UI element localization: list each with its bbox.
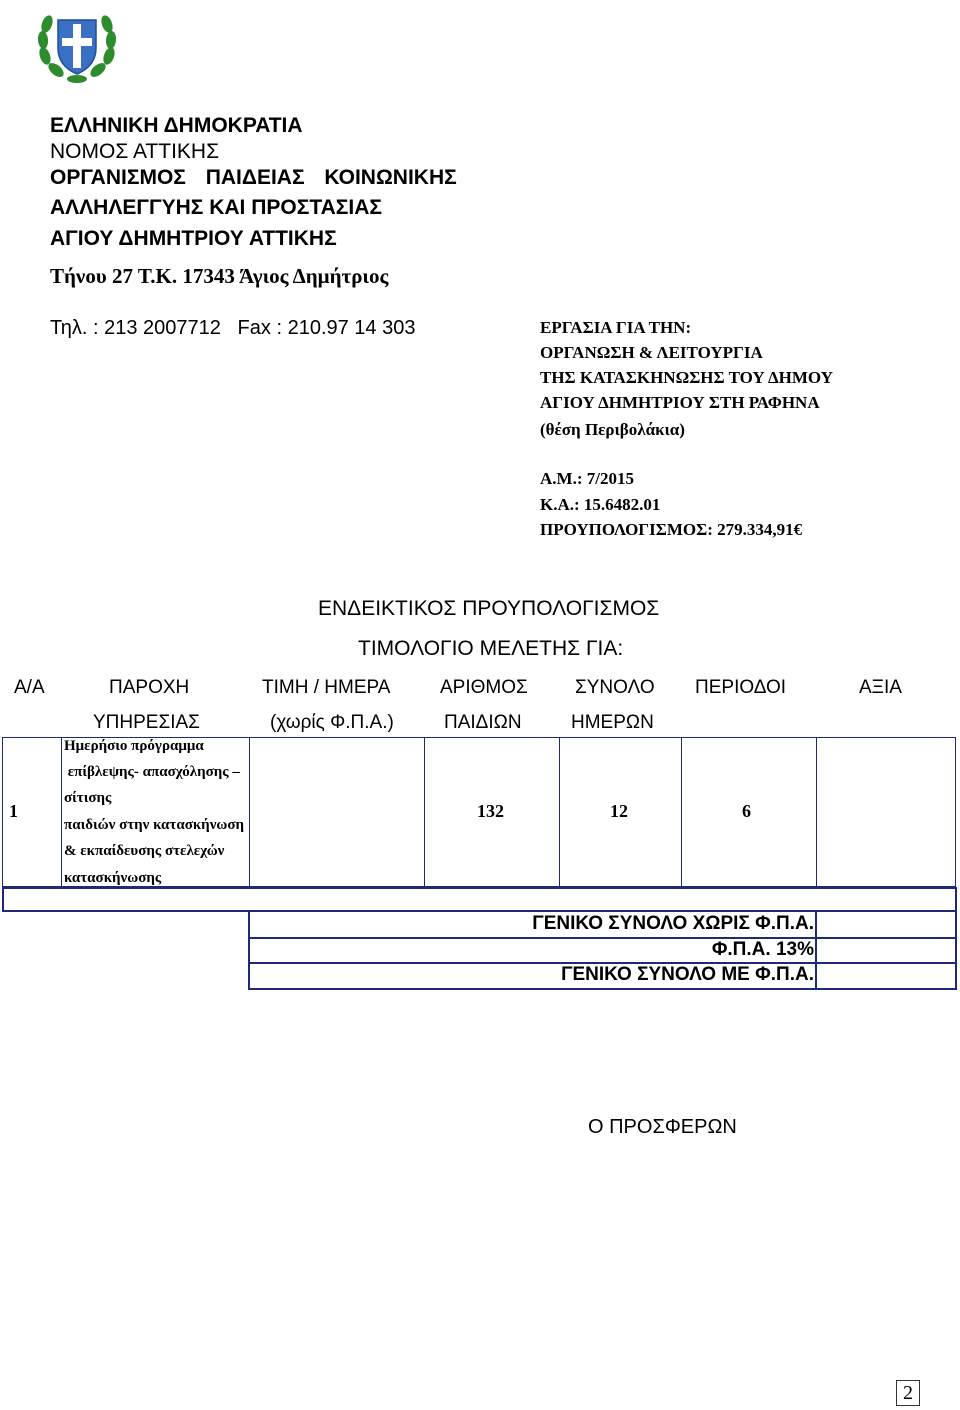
- col-header-price-2: (χωρίς Φ.Π.Α.): [270, 712, 394, 733]
- work-description-line3: ΑΓΙΟΥ ΔΗΜΗΤΡΙΟΥ ΣΤΗ ΡΑΦΗΝΑ: [540, 393, 820, 412]
- col-header-value: ΑΞΙΑ: [859, 677, 902, 698]
- budget-code: Κ.Α.: 15.6482.01: [540, 495, 661, 514]
- children-count: 132: [477, 801, 504, 821]
- totals-divider: [815, 910, 817, 990]
- proposer-signature-label: Ο ΠΡΟΣΦΕΡΩΝ: [588, 1116, 737, 1138]
- totals-left-border: [248, 910, 250, 990]
- work-description-line2: ΤΗΣ ΚΑΤΑΣΚΗΝΩΣΗΣ ΤΟΥ ΔΗΜΟΥ: [540, 368, 833, 387]
- total-without-vat-label: ΓΕΝΙΚΟ ΣΥΝΟΛΟ ΧΩΡΙΣ Φ.Π.Α.: [532, 913, 814, 934]
- cell-value: [817, 738, 956, 887]
- col-header-service-2: ΥΠΗΡΕΣΙΑΣ: [93, 712, 200, 733]
- header-organization-line3: ΑΓΙΟΥ ΔΗΜΗΤΡΙΟΥ ΑΤΤΙΚΗΣ: [50, 227, 337, 250]
- work-location: (θέση Περιβολάκια): [540, 420, 685, 439]
- cell-service: [62, 738, 250, 887]
- col-header-periods: ΠΕΡΙΟΔΟΙ: [695, 677, 787, 698]
- cell-price: [250, 738, 425, 887]
- total-with-vat-label: ΓΕΝΙΚΟ ΣΥΝΟΛΟ ΜΕ Φ.Π.Α.: [561, 964, 814, 985]
- service-line: σίτισης: [64, 790, 112, 806]
- col-header-children-2: ΠΑΙΔΙΩΝ: [444, 712, 522, 733]
- header-prefecture: ΝΟΜΟΣ ΑΤΤΙΚΗΣ: [50, 140, 220, 163]
- col-header-days-2: ΗΜΕΡΩΝ: [571, 712, 654, 733]
- spacer-row-top-border: [2, 887, 956, 889]
- header-address: Τήνου 27 Τ.Κ. 17343 Άγιος Δημήτριος: [50, 264, 389, 288]
- totals-row-separator: [248, 937, 956, 939]
- header-phone-fax: Τηλ. : 213 2007712 Fax : 210.97 14 303: [50, 317, 416, 339]
- study-number: Α.Μ.: 7/2015: [540, 469, 634, 488]
- service-line: κατασκήνωσης: [64, 870, 162, 886]
- page-title: ΕΝΔΕΙΚΤΙΚΟΣ ΠΡΟΥΠΟΛΟΓΙΣΜΟΣ: [318, 597, 660, 620]
- page-subtitle: ΤΙΜΟΛΟΓΙΟ ΜΕΛΕΤΗΣ ΓΙΑ:: [358, 637, 624, 660]
- col-header-days-1: ΣΥΝΟΛΟ: [575, 677, 655, 698]
- col-header-service-1: ΠΑΡΟΧΗ: [109, 677, 190, 698]
- row-number: 1: [9, 801, 18, 821]
- page-number: 2: [896, 1380, 920, 1406]
- days-count: 12: [610, 801, 628, 821]
- header-country: ΕΛΛΗΝΙΚΗ ΔΗΜΟΚΡΑΤΙΑ: [50, 114, 303, 137]
- totals-bottom-border: [248, 988, 956, 990]
- work-title: ΕΡΓΑΣΙΑ ΓΙΑ ΤΗΝ:: [540, 318, 692, 337]
- service-line: & εκπαίδευσης στελεχών: [64, 843, 225, 859]
- spacer-row-right-border: [955, 887, 957, 911]
- coat-of-arms-icon: [36, 4, 118, 86]
- service-line: επίβλεψης- απασχόλησης –: [64, 764, 240, 780]
- header-organization-line2: ΑΛΛΗΛΕΓΓΥΗΣ ΚΑΙ ΠΡΟΣΤΑΣΙΑΣ: [50, 196, 382, 219]
- service-line: Ημερήσιο πρόγραμμα: [64, 738, 204, 754]
- spacer-row-bottom-border: [2, 910, 956, 912]
- vat-label: Φ.Π.Α. 13%: [711, 939, 814, 960]
- budget-amount: ΠΡΟΥΠΟΛΟΓΙΣΜΟΣ: 279.334,91€: [540, 520, 803, 539]
- header-organization-line1: ΟΡΓΑΝΙΣΜΟΣ ΠΑΙΔΕΙΑΣ ΚΟΙΝΩΝΙΚΗΣ: [50, 166, 457, 189]
- spacer-row-left-border: [2, 887, 4, 911]
- totals-right-border: [955, 910, 957, 990]
- col-header-price-1: ΤΙΜΗ / ΗΜΕΡΑ: [262, 677, 391, 698]
- periods-count: 6: [742, 801, 751, 821]
- col-header-aa: Α/Α: [14, 677, 45, 698]
- service-line: παιδιών στην κατασκήνωση: [64, 817, 245, 833]
- col-header-children-1: ΑΡΙΘΜΟΣ: [440, 677, 528, 698]
- work-description-line1: ΟΡΓΑΝΩΣΗ & ΛΕΙΤΟΥΡΓΙΑ: [540, 343, 763, 362]
